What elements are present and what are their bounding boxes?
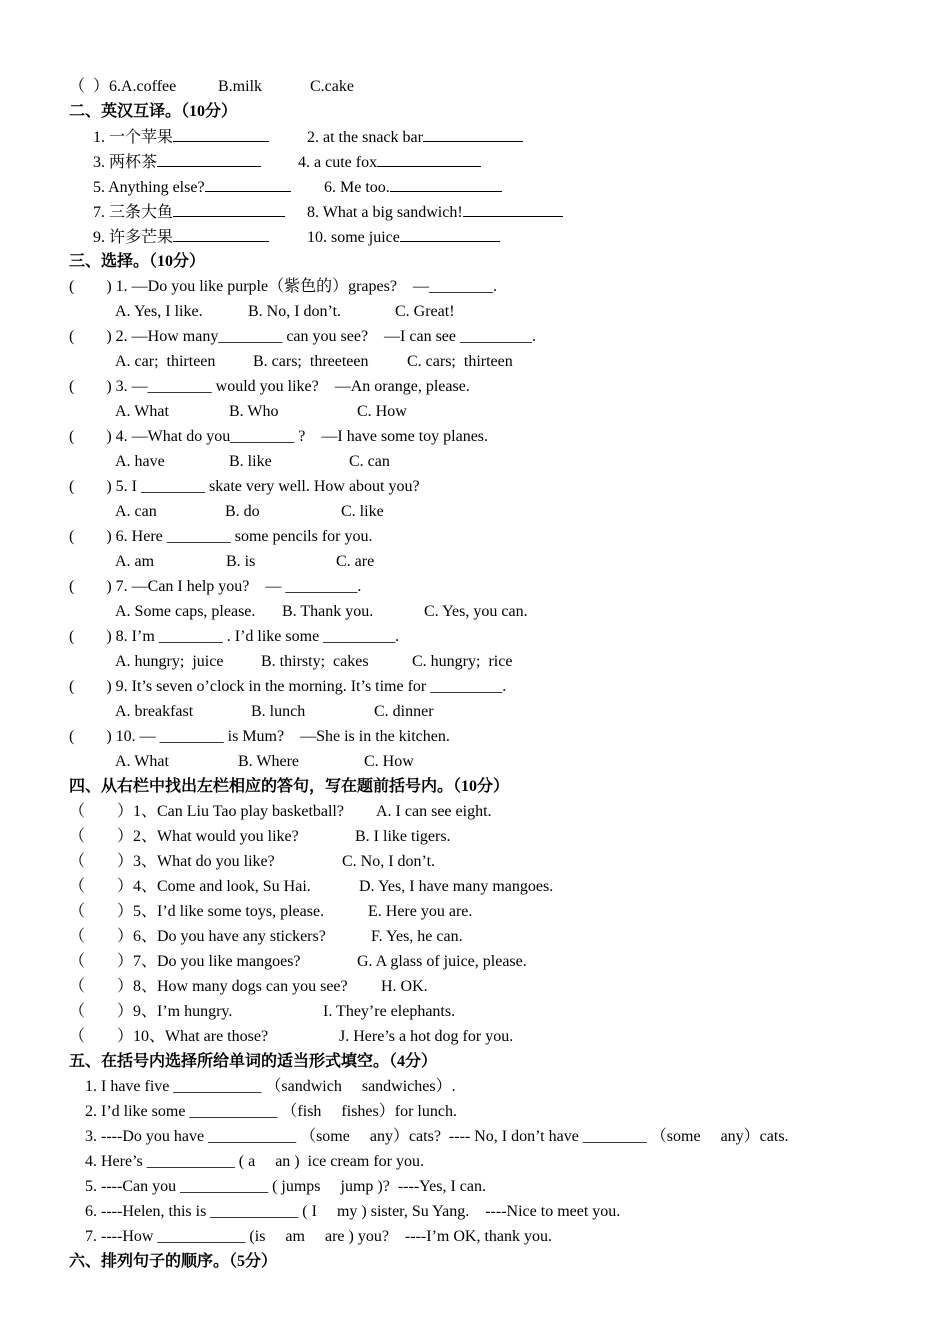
s3-q10-option-a: A. What (115, 753, 169, 770)
s2-item-8: 8. What a big sandwich! (307, 199, 563, 225)
s3-q5-stem: ( ) 5. I ________ skate very well. How about you? (69, 478, 420, 495)
s5-item-1: 1. I have five ___________ （sandwich sandwiches）. (85, 1078, 456, 1095)
s2-item-1: 1. 一个苹果 (93, 124, 269, 150)
s4-row-8 (0, 974, 428, 999)
s4-left-7: （ ）7、Do you like mangoes? (69, 953, 301, 970)
s4-right-e: E. Here you are. (368, 903, 473, 920)
s3-q2-option-b: B. cars; threeteen (253, 353, 369, 370)
section5-title: 五、在括号内选择所给单词的适当形式填空。（4分） (69, 1053, 438, 1070)
s4-left-1: （ ）1、Can Liu Tao play basketball? (69, 803, 344, 820)
s3-q2-stem: ( ) 2. —How many________ can you see? —I can see _________. (69, 328, 537, 345)
s4-right-b: B. I like tigers. (355, 828, 451, 845)
s2-item-10: 10. some juice (307, 224, 500, 250)
s4-left-5: （ ）5、I’d like some toys, please. (69, 903, 325, 920)
s3-q7-options (0, 599, 528, 624)
s1-q6-option-c: C.cake (310, 78, 354, 95)
s3-q3-option-a: A. What (115, 403, 169, 420)
s5-item-7: 7. ----How ___________ (is am are ) you? ----I’m OK, thank you. (85, 1228, 552, 1245)
s4-row-2 (0, 824, 451, 849)
s3-q5-option-b: B. do (225, 503, 260, 520)
s2-item-3: 3. 两杯茶 (93, 149, 261, 175)
s4-row-7 (0, 949, 527, 974)
s4-left-3: （ ）3、What do you like? (69, 853, 275, 870)
s2-item-5: 5. Anything else? (93, 174, 291, 200)
s3-q8-options (0, 649, 513, 674)
s4-left-2: （ ）2、What would you like? (69, 828, 299, 845)
s3-q1-options (0, 299, 455, 324)
s1-q6-stem: （ ）6.A.coffee (69, 78, 177, 95)
s3-q7-stem: ( ) 7. —Can I help you? — _________. (69, 578, 362, 595)
s3-q6-option-a: A. am (115, 553, 155, 570)
s5-item-5: 5. ----Can you ___________ ( jumps jump )? ----Yes, I can. (85, 1178, 486, 1195)
s3-q8-option-a: A. hungry; juice (115, 653, 224, 670)
s3-q5-options (0, 499, 384, 524)
s2-item-7: 7. 三条大鱼 (93, 199, 285, 225)
s2-item-2: 2. at the snack bar (307, 124, 523, 150)
section3-title: 三、选择。（10分） (69, 253, 206, 270)
s5-item-2: 2. I’d like some ___________ （fish fishes）for lunch. (85, 1103, 457, 1120)
s4-row-9 (0, 999, 456, 1024)
s3-q1-option-c: C. Great! (395, 303, 455, 320)
section4-title: 四、从右栏中找出左栏相应的答句，写在题前括号内。（10分） (69, 778, 510, 795)
s2-row-2 (0, 149, 378, 174)
s3-q1-stem: ( ) 1. —Do you like purple（紫色的）grapes? —________. (69, 278, 497, 295)
s5-item-3: 3. ----Do you have ___________ （some any）cats? ---- No, I don’t have ________ （some any）cats. (85, 1128, 789, 1145)
s4-left-4: （ ）4、Come and look, Su Hai. (69, 878, 311, 895)
section6-title: 六、排列句子的顺序。（5分） (69, 1253, 278, 1270)
s3-q9-option-c: C. dinner (374, 703, 434, 720)
s3-q9-options (0, 699, 434, 724)
s2-item-4: 4. a cute fox (298, 149, 481, 175)
s4-right-c: C. No, I don’t. (342, 853, 436, 870)
s3-q4-options (0, 449, 390, 474)
s4-left-10: （ ）10、What are those? (69, 1028, 269, 1045)
s3-q10-options (0, 749, 414, 774)
s4-right-i: I. They’re elephants. (323, 1003, 456, 1020)
s4-row-10 (0, 1024, 514, 1049)
s3-q7-option-a: A. Some caps, please. (115, 603, 256, 620)
s2-item-9: 9. 许多芒果 (93, 224, 269, 250)
s4-right-f: F. Yes, he can. (371, 928, 463, 945)
s3-q8-option-b: B. thirsty; cakes (261, 653, 369, 670)
s2-row-5 (0, 224, 400, 249)
s2-row-4 (0, 199, 463, 224)
s4-left-8: （ ）8、How many dogs can you see? (69, 978, 348, 995)
s3-q10-stem: ( ) 10. — ________ is Mum? —She is in the kitchen. (69, 728, 450, 745)
s2-item-6: 6. Me too. (324, 174, 502, 200)
s3-q6-option-c: C. are (336, 553, 375, 570)
s3-q3-option-c: C. How (357, 403, 407, 420)
s3-q3-option-b: B. Who (229, 403, 279, 420)
s4-right-a: A. I can see eight. (376, 803, 492, 820)
s3-q6-option-b: B. is (226, 553, 256, 570)
s4-row-6 (0, 924, 463, 949)
s5-item-4: 4. Here’s ___________ ( a an ) ice cream for you. (85, 1153, 424, 1170)
s2-row-1 (0, 124, 423, 149)
s5-item-6: 6. ----Helen, this is ___________ ( I my ) sister, Su Yang. ----Nice to meet you. (85, 1203, 621, 1220)
s3-q4-option-c: C. can (349, 453, 390, 470)
s3-q1-option-a: A. Yes, I like. (115, 303, 203, 320)
s3-q5-option-a: A. can (115, 503, 157, 520)
s3-q8-stem: ( ) 8. I’m ________ . I’d like some _________. (69, 628, 400, 645)
s3-q5-option-c: C. like (341, 503, 384, 520)
s3-q6-stem: ( ) 6. Here ________ some pencils for you. (69, 528, 373, 545)
s3-q1-option-b: B. No, I don’t. (248, 303, 342, 320)
s3-q4-option-a: A. have (115, 453, 165, 470)
s1-q6-option-b: B.milk (218, 78, 263, 95)
s1-q6-row (0, 74, 354, 99)
s3-q4-stem: ( ) 4. —What do you________ ? —I have some toy planes. (69, 428, 489, 445)
s4-row-4 (0, 874, 554, 899)
s3-q9-stem: ( ) 9. It’s seven o’clock in the morning. It’s time for _________. (69, 678, 507, 695)
s3-q3-stem: ( ) 3. —________ would you like? —An orange, please. (69, 378, 470, 395)
s3-q7-option-c: C. Yes, you can. (424, 603, 528, 620)
section2-title: 二、英汉互译。（10分） (69, 103, 238, 120)
s3-q10-option-c: C. How (364, 753, 414, 770)
s4-row-5 (0, 899, 473, 924)
s3-q9-option-a: A. breakfast (115, 703, 194, 720)
s4-left-6: （ ）6、Do you have any stickers? (69, 928, 326, 945)
s4-row-1 (0, 799, 492, 824)
s3-q6-options (0, 549, 375, 574)
s4-right-h: H. OK. (381, 978, 428, 995)
s3-q3-options (0, 399, 407, 424)
s3-q10-option-b: B. Where (238, 753, 300, 770)
s4-right-d: D. Yes, I have many mangoes. (359, 878, 554, 895)
s4-right-g: G. A glass of juice, please. (357, 953, 527, 970)
s2-row-3 (0, 174, 390, 199)
s3-q2-option-a: A. car; thirteen (115, 353, 216, 370)
s3-q7-option-b: B. Thank you. (282, 603, 374, 620)
s4-row-3 (0, 849, 436, 874)
s3-q8-option-c: C. hungry; rice (412, 653, 513, 670)
s3-q9-option-b: B. lunch (251, 703, 306, 720)
s3-q2-option-c: C. cars; thirteen (407, 353, 513, 370)
s3-q4-option-b: B. like (229, 453, 272, 470)
s4-left-9: （ ）9、I’m hungry. (69, 1003, 233, 1020)
s3-q2-options (0, 349, 513, 374)
s4-right-j: J. Here’s a hot dog for you. (339, 1028, 514, 1045)
